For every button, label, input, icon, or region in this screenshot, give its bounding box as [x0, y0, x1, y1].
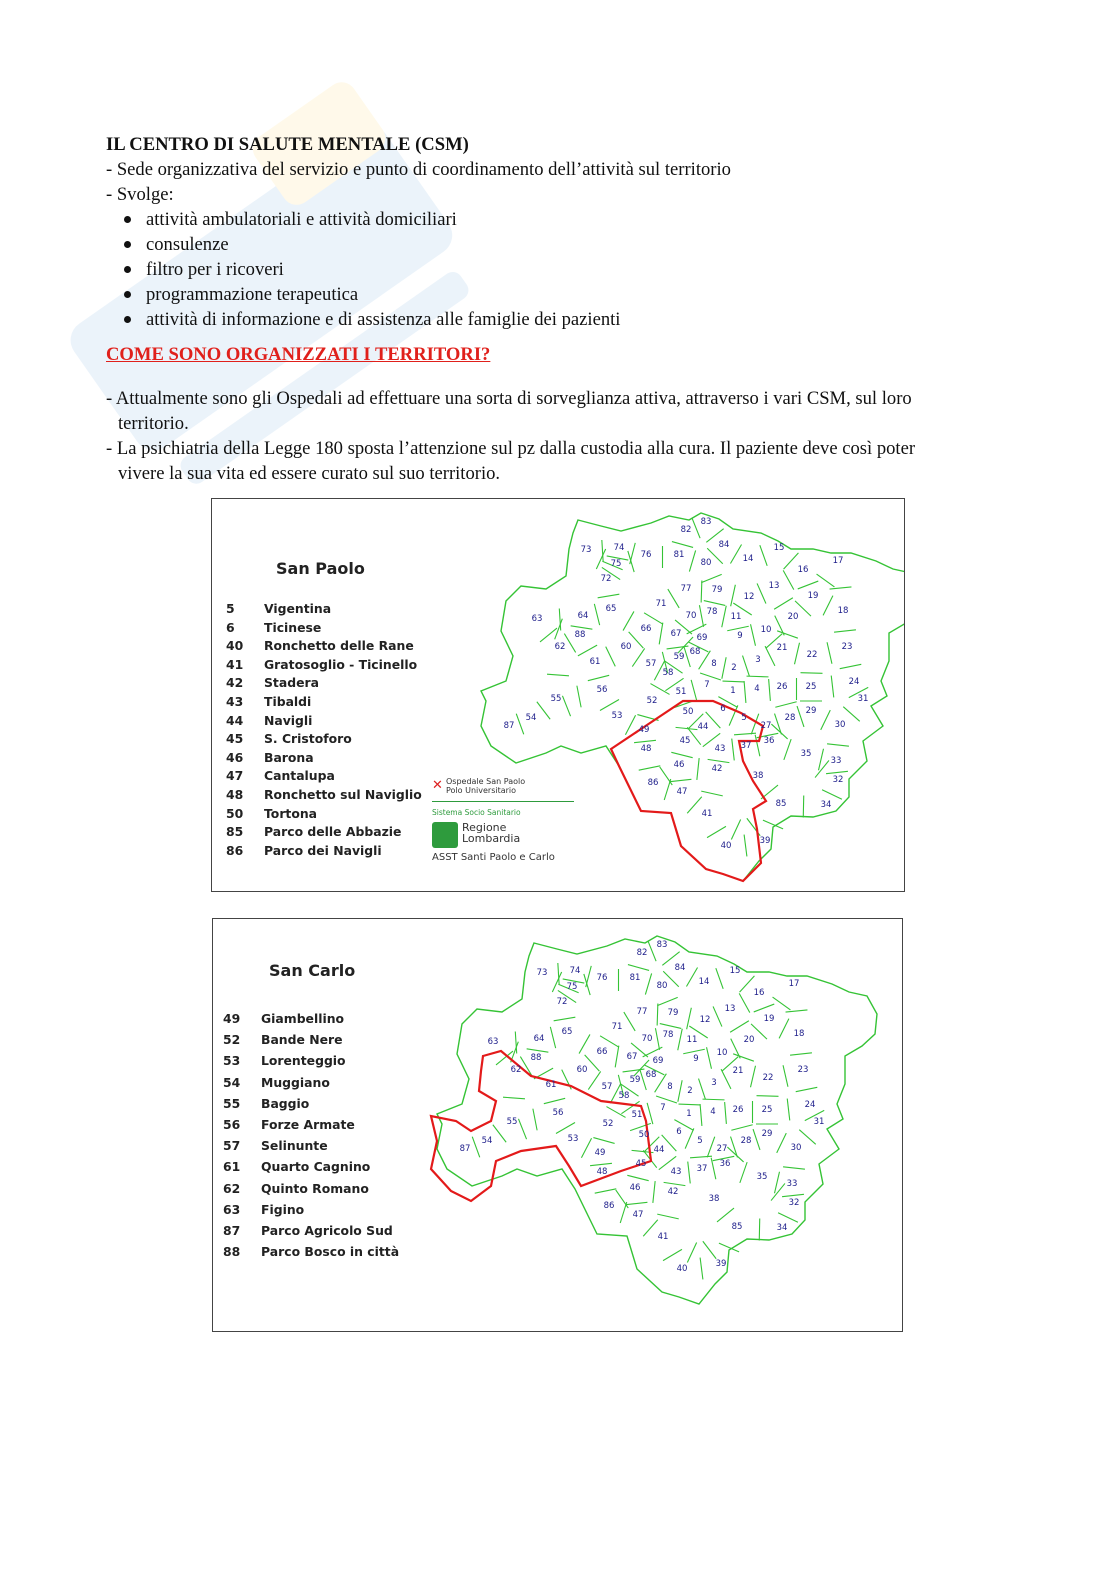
district-number-label: 47: [676, 787, 688, 797]
district-number-label: 32: [788, 1198, 800, 1208]
list-item: consulenze: [118, 232, 1026, 257]
legend-number: 40: [226, 638, 244, 654]
district-number-label: 37: [740, 741, 752, 751]
district-number-label: 18: [793, 1029, 805, 1039]
csm-svolge: - Svolge:: [106, 184, 174, 205]
district-number-label: 12: [743, 592, 755, 602]
district-number-label: 13: [768, 581, 780, 591]
district-number-label: 42: [711, 764, 723, 774]
district-number-label: 31: [813, 1117, 825, 1127]
legend-district-name: Baggio: [261, 1095, 310, 1111]
milan-districts-map: [213, 919, 902, 1331]
district-number-label: 20: [743, 1035, 755, 1045]
district-number-label: 72: [556, 997, 568, 1007]
district-number-label: 23: [797, 1065, 809, 1075]
district-number-label: 65: [561, 1027, 573, 1037]
legend-district-name: S. Cristoforo: [264, 731, 352, 747]
district-number-label: 83: [656, 940, 668, 950]
district-number-label: 15: [773, 543, 785, 553]
district-number-label: 28: [740, 1136, 752, 1146]
district-number-label: 46: [629, 1183, 641, 1193]
district-number-label: 76: [640, 550, 652, 560]
district-number-label: 53: [611, 711, 623, 721]
legend-district-name: Selinunte: [261, 1138, 328, 1154]
district-number-label: 1: [730, 686, 736, 696]
district-number-label: 72: [600, 574, 612, 584]
district-number-label: 57: [601, 1082, 613, 1092]
district-number-label: 48: [596, 1167, 608, 1177]
hospital-logo-icon: ✕: [432, 778, 443, 793]
district-number-label: 81: [629, 973, 641, 983]
legend-district-name: Gratosoglio - Ticinello: [264, 656, 418, 672]
district-number-label: 85: [775, 799, 787, 809]
district-number-label: 46: [673, 760, 685, 770]
district-number-label: 26: [732, 1105, 744, 1115]
district-number-label: 84: [674, 963, 686, 973]
district-number-label: 22: [762, 1073, 774, 1083]
district-number-label: 11: [730, 612, 742, 622]
figure-title: San Carlo: [269, 961, 356, 980]
district-number-label: 61: [589, 657, 601, 667]
district-number-label: 27: [716, 1144, 728, 1154]
district-number-label: 29: [761, 1129, 773, 1139]
district-number-label: 36: [763, 736, 775, 746]
legend-district-name: Giambellino: [261, 1011, 345, 1026]
district-number-label: 21: [732, 1066, 744, 1076]
district-number-label: 52: [602, 1119, 614, 1129]
district-number-label: 84: [718, 540, 730, 550]
district-number-label: 9: [737, 631, 743, 641]
figure-san-paolo: [211, 498, 905, 892]
legend-district-name: Cantalupa: [264, 768, 335, 784]
district-number-label: 5: [697, 1136, 703, 1146]
district-number-label: 69: [696, 633, 708, 643]
district-number-label: 37: [696, 1164, 708, 1174]
district-number-label: 77: [636, 1007, 648, 1017]
legend-number: 49: [223, 1011, 241, 1026]
district-number-label: 28: [784, 713, 796, 723]
district-number-label: 41: [657, 1232, 669, 1242]
district-number-label: 45: [679, 736, 691, 746]
district-number-label: 3: [755, 655, 761, 665]
figure-san-carlo: [212, 918, 903, 1332]
district-number-label: 69: [652, 1056, 664, 1066]
district-number-label: 45: [635, 1159, 647, 1169]
csm-description: - Sede organizzativa del servizio e punto di coordinamento dell’attività sul territorio: [106, 159, 731, 180]
district-number-label: 4: [754, 684, 760, 694]
district-number-label: 30: [790, 1143, 802, 1153]
district-number-label: 18: [837, 606, 849, 616]
legend-district-name: Muggiano: [261, 1074, 330, 1090]
district-number-label: 1: [686, 1109, 692, 1119]
district-number-label: 67: [626, 1052, 638, 1062]
district-number-label: 29: [805, 706, 817, 716]
district-number-label: 23: [841, 642, 853, 652]
district-number-label: 82: [680, 525, 692, 535]
district-number-label: 43: [670, 1167, 682, 1177]
district-number-label: 4: [710, 1107, 716, 1117]
district-number-label: 86: [647, 778, 659, 788]
district-number-label: 66: [640, 624, 652, 634]
district-number-label: 14: [698, 977, 710, 987]
legend-district-name: Stadera: [264, 675, 319, 691]
legend-number: 54: [223, 1074, 241, 1090]
legend-number: 50: [226, 805, 244, 821]
district-number-label: 80: [700, 558, 712, 568]
district-number-label: 6: [720, 704, 726, 714]
district-number-label: 12: [699, 1015, 711, 1025]
district-number-label: 62: [554, 642, 566, 652]
legend-number: 42: [226, 675, 244, 691]
legend-district-name: Figino: [261, 1201, 305, 1217]
district-number-label: 41: [701, 809, 713, 819]
legend-district-name: Quarto Cagnino: [261, 1159, 371, 1175]
section-title-territori: COME SONO ORGANIZZATI I TERRITORI?: [106, 344, 491, 365]
district-number-label: 47: [632, 1210, 644, 1220]
district-number-label: 55: [506, 1117, 518, 1127]
district-number-label: 56: [596, 685, 608, 695]
legend-district-name: Vigentina: [264, 601, 332, 616]
legend-number: 55: [223, 1095, 241, 1111]
district-number-label: 60: [620, 642, 632, 652]
legend-number: 52: [223, 1032, 241, 1048]
district-number-label: 50: [682, 707, 694, 717]
district-number-label: 54: [525, 713, 537, 723]
legend-number: 6: [226, 619, 235, 635]
district-number-label: 66: [596, 1047, 608, 1057]
district-number-label: 87: [503, 721, 515, 731]
district-number-label: 63: [531, 614, 543, 624]
legend-district-name: Parco delle Abbazie: [264, 824, 402, 840]
district-number-label: 59: [629, 1075, 641, 1085]
district-number-label: 33: [786, 1179, 798, 1189]
legend-district-name: Tortona: [264, 805, 318, 821]
district-number-label: 61: [545, 1080, 557, 1090]
district-number-label: 87: [459, 1144, 471, 1154]
district-number-label: 74: [613, 543, 625, 553]
district-number-label: 6: [676, 1127, 682, 1137]
legend-number: 88: [223, 1244, 241, 1260]
district-number-label: 2: [687, 1086, 693, 1096]
district-number-label: 64: [533, 1034, 545, 1044]
legend-number: 5: [226, 601, 235, 616]
district-number-label: 53: [567, 1134, 579, 1144]
hospital-logo-block: [430, 777, 590, 877]
paragraph-legge-180-cont: vivere la sua vita ed essere curato sul suo territorio.: [118, 462, 501, 484]
district-number-label: 33: [830, 756, 842, 766]
district-number-label: 14: [742, 554, 754, 564]
legend-number: 85: [226, 824, 244, 840]
district-number-label: 79: [711, 585, 723, 595]
district-number-label: 52: [646, 696, 658, 706]
district-number-label: 56: [552, 1108, 564, 1118]
legend-number: 57: [223, 1138, 241, 1154]
district-number-label: 16: [753, 988, 765, 998]
district-number-label: 62: [510, 1065, 522, 1075]
district-number-label: 58: [618, 1091, 630, 1101]
district-number-label: 34: [820, 800, 832, 810]
legend-number: 87: [223, 1222, 241, 1238]
list-item: programmazione terapeutica: [118, 282, 1026, 307]
district-number-label: 74: [569, 966, 581, 976]
district-number-label: 80: [656, 981, 668, 991]
regione-lombardia-icon: [432, 822, 458, 848]
district-number-label: 32: [832, 775, 844, 785]
legend-number: 45: [226, 731, 244, 747]
district-number-label: 82: [636, 948, 648, 958]
legend-district-name: Ticinese: [264, 619, 322, 635]
district-number-label: 5: [741, 713, 747, 723]
paragraph-ospedali-cont: territorio.: [118, 412, 189, 434]
district-number-label: 73: [536, 968, 548, 978]
district-number-label: 31: [857, 694, 869, 704]
district-number-label: 60: [576, 1065, 588, 1075]
legend-district-name: Quinto Romano: [261, 1180, 369, 1196]
district-number-label: 40: [720, 841, 732, 851]
district-number-label: 58: [662, 668, 674, 678]
district-number-label: 2: [731, 663, 737, 673]
legend-number: 43: [226, 693, 244, 709]
legend-number: 46: [226, 749, 244, 765]
legend-district-name: Lorenteggio: [261, 1053, 346, 1069]
district-number-label: 8: [711, 659, 717, 669]
district-number-label: 64: [577, 611, 589, 621]
district-number-label: 10: [716, 1048, 728, 1058]
district-number-label: 40: [676, 1264, 688, 1274]
district-number-label: 71: [655, 599, 667, 609]
legend-district-name: Parco Agricolo Sud: [261, 1222, 393, 1238]
figure-title: San Paolo: [276, 559, 365, 578]
district-number-label: 75: [610, 559, 622, 569]
district-number-label: 39: [759, 836, 771, 846]
district-number-label: 38: [708, 1194, 720, 1204]
district-number-label: 75: [566, 982, 578, 992]
legend-district-name: Parco dei Navigli: [264, 842, 382, 858]
district-number-label: 39: [715, 1259, 727, 1269]
legend-district-name: Ronchetto sul Naviglio: [264, 786, 422, 802]
district-number-label: 22: [806, 650, 818, 660]
district-number-label: 38: [752, 771, 764, 781]
hospital-name: Ospedale San Paolo Polo Universitario: [446, 777, 526, 795]
city-boundary: [437, 936, 877, 1304]
district-number-label: 51: [631, 1110, 643, 1120]
district-number-label: 9: [693, 1054, 699, 1064]
legend-number: 41: [226, 656, 244, 672]
section-title-csm: IL CENTRO DI SALUTE MENTALE (CSM): [106, 134, 469, 155]
district-number-label: 49: [638, 725, 650, 735]
district-number-label: 76: [596, 973, 608, 983]
district-number-label: 67: [670, 629, 682, 639]
district-number-label: 68: [689, 647, 701, 657]
district-number-label: 63: [487, 1037, 499, 1047]
district-number-label: 20: [787, 612, 799, 622]
district-number-label: 34: [776, 1223, 788, 1233]
district-number-label: 86: [603, 1201, 615, 1211]
district-number-label: 59: [673, 652, 685, 662]
district-number-label: 25: [805, 682, 817, 692]
district-number-label: 65: [605, 604, 617, 614]
district-number-label: 24: [804, 1100, 816, 1110]
district-number-label: 51: [675, 687, 687, 697]
district-number-label: 88: [574, 630, 586, 640]
district-number-label: 44: [697, 722, 709, 732]
district-number-label: 50: [638, 1130, 650, 1140]
district-number-label: 79: [667, 1008, 679, 1018]
district-number-label: 42: [667, 1187, 679, 1197]
asst-name: ASST Santi Paolo e Carlo: [432, 852, 555, 863]
district-number-label: 44: [653, 1145, 665, 1155]
district-number-label: 70: [641, 1034, 653, 1044]
legend-number: 63: [223, 1201, 241, 1217]
district-number-label: 36: [719, 1159, 731, 1169]
district-number-label: 35: [756, 1172, 768, 1182]
district-number-label: 24: [848, 677, 860, 687]
district-number-label: 55: [550, 694, 562, 704]
legend-district-name: Navigli: [264, 712, 313, 728]
legend-district-name: Tibaldi: [264, 693, 312, 709]
district-number-label: 88: [530, 1053, 542, 1063]
logo-divider: [432, 801, 574, 802]
district-number-label: 3: [711, 1078, 717, 1088]
legend-district-name: Barona: [264, 749, 314, 765]
district-number-label: 73: [580, 545, 592, 555]
district-number-label: 10: [760, 625, 772, 635]
district-number-label: 30: [834, 720, 846, 730]
legend-number: 62: [223, 1180, 241, 1196]
legend-number: 47: [226, 768, 244, 784]
district-number-label: 19: [807, 591, 819, 601]
district-number-label: 13: [724, 1004, 736, 1014]
district-number-label: 48: [640, 744, 652, 754]
district-number-label: 15: [729, 966, 741, 976]
sistema-socio-sanitario: Sistema Socio Sanitario: [432, 808, 521, 817]
legend-number: 56: [223, 1116, 241, 1132]
district-number-label: 27: [760, 721, 772, 731]
district-number-label: 78: [662, 1030, 674, 1040]
district-number-label: 7: [660, 1103, 666, 1113]
legend-district-name: Parco Bosco in città: [261, 1244, 400, 1260]
district-number-label: 19: [763, 1014, 775, 1024]
legend-number: 53: [223, 1053, 241, 1069]
district-number-label: 11: [686, 1035, 698, 1045]
district-number-label: 71: [611, 1022, 623, 1032]
district-number-label: 83: [700, 517, 712, 527]
district-number-label: 54: [481, 1136, 493, 1146]
csm-activities-list: [106, 207, 1026, 332]
district-number-label: 17: [788, 979, 800, 989]
list-item: attività ambulatoriali e attività domiciliari: [118, 207, 1026, 232]
list-item: filtro per i ricoveri: [118, 257, 1026, 282]
legend-number: 48: [226, 786, 244, 802]
district-number-label: 35: [800, 749, 812, 759]
district-number-label: 25: [761, 1105, 773, 1115]
legend-district-name: Bande Nere: [261, 1032, 343, 1048]
paragraph-ospedali: - Attualmente sono gli Ospedali ad effettuare una sorta di sorveglianza attiva, attraverso i vari CSM, sul loro: [106, 387, 912, 409]
legend-district-name: Ronchetto delle Rane: [264, 638, 414, 654]
district-number-label: 49: [594, 1148, 606, 1158]
district-number-label: 78: [706, 607, 718, 617]
district-number-label: 85: [731, 1222, 743, 1232]
district-number-label: 81: [673, 550, 685, 560]
district-number-label: 21: [776, 643, 788, 653]
legend-number: 44: [226, 712, 244, 728]
district-number-label: 68: [645, 1070, 657, 1080]
district-number-label: 43: [714, 744, 726, 754]
legend-district-name: Forze Armate: [261, 1116, 355, 1132]
paragraph-legge-180: - La psichiatria della Legge 180 sposta l’attenzione sul pz dalla custodia alla cura. Il paziente deve così poter: [106, 437, 916, 459]
legend-number: 86: [226, 842, 244, 858]
district-number-label: 57: [645, 659, 657, 669]
regione-lombardia-name: Regione Lombardia: [462, 821, 521, 845]
district-number-label: 26: [776, 682, 788, 692]
district-number-label: 77: [680, 584, 692, 594]
legend-number: 61: [223, 1159, 241, 1175]
district-number-label: 7: [704, 680, 710, 690]
district-number-label: 70: [685, 611, 697, 621]
district-number-label: 16: [797, 565, 809, 575]
district-number-label: 17: [832, 556, 844, 566]
list-item: attività di informazione e di assistenza alle famiglie dei pazienti: [118, 307, 1026, 332]
district-number-label: 8: [667, 1082, 673, 1092]
text-content: [106, 132, 1026, 486]
